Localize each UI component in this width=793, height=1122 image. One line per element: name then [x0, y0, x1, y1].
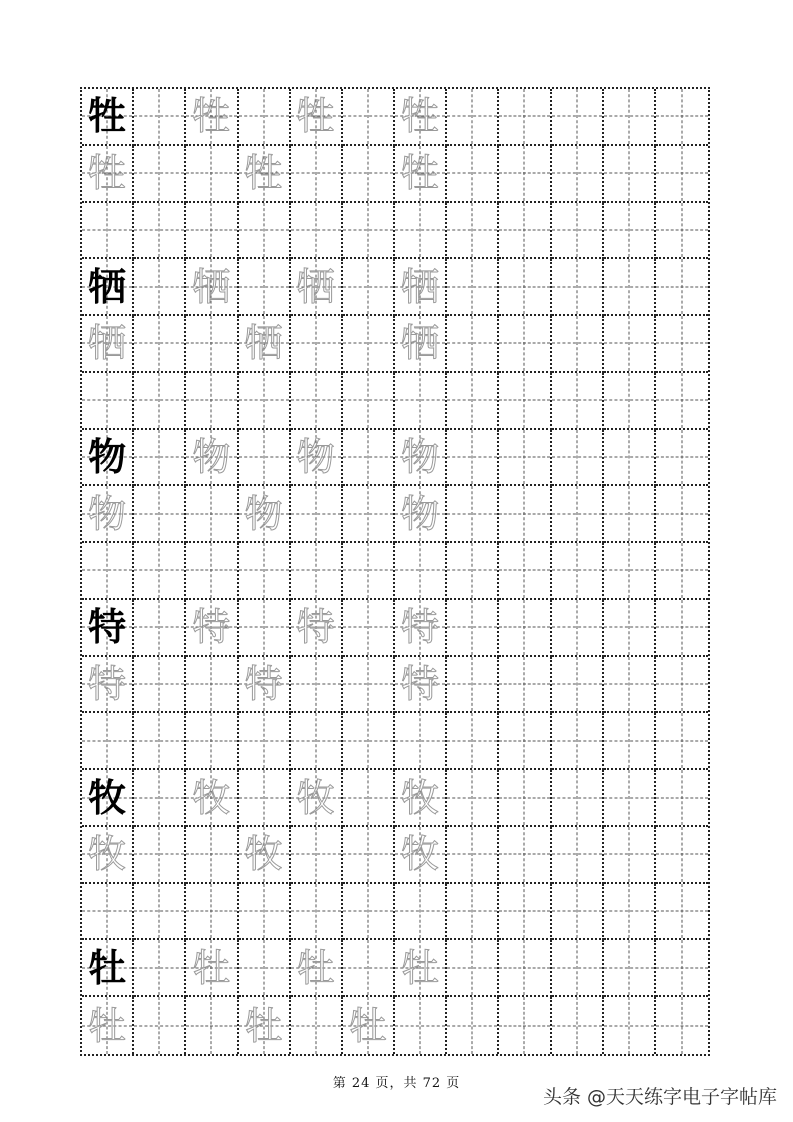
grid-cell — [82, 373, 134, 430]
grid-cell — [82, 89, 134, 146]
grid-cell — [499, 203, 551, 260]
grid-cell — [134, 486, 186, 543]
grid-cell — [395, 940, 447, 997]
grid-cell — [552, 940, 604, 997]
grid-cell — [656, 827, 708, 884]
grid-cell — [656, 89, 708, 146]
grid-cell — [291, 884, 343, 941]
trace-character: 特 — [192, 605, 231, 650]
grid-cell — [656, 997, 708, 1054]
grid-cell — [343, 827, 395, 884]
grid-cell — [186, 600, 238, 657]
trace-character: 物 — [192, 434, 231, 479]
grid-cell — [604, 997, 656, 1054]
trace-character: 物 — [401, 434, 440, 479]
model-character: 物 — [88, 433, 127, 479]
trace-character: 特 — [296, 605, 335, 650]
grid-cell — [395, 373, 447, 430]
grid-cell — [395, 827, 447, 884]
grid-cell — [447, 259, 499, 316]
grid-cell — [552, 600, 604, 657]
grid-cell — [552, 713, 604, 770]
grid-cell — [552, 997, 604, 1054]
trace-character: 牺 — [401, 321, 440, 366]
grid-cell — [604, 884, 656, 941]
grid-cell — [82, 259, 134, 316]
grid-cell — [134, 884, 186, 941]
grid-cell — [291, 543, 343, 600]
grid-cell — [552, 373, 604, 430]
grid-cell — [395, 997, 447, 1054]
trace-character: 牡 — [88, 1003, 127, 1048]
grid-cell — [499, 827, 551, 884]
model-character: 牧 — [88, 774, 127, 820]
grid-cell — [499, 997, 551, 1054]
grid-cell — [239, 203, 291, 260]
grid-cell — [656, 259, 708, 316]
grid-cell — [291, 203, 343, 260]
grid-cell — [343, 486, 395, 543]
grid-cell — [239, 89, 291, 146]
grid-cell — [134, 430, 186, 487]
trace-character: 牧 — [296, 775, 335, 820]
grid-cell — [552, 827, 604, 884]
grid-cell — [447, 600, 499, 657]
grid-cell — [239, 713, 291, 770]
grid-cell — [134, 827, 186, 884]
trace-character: 牺 — [296, 264, 335, 309]
grid-cell — [395, 486, 447, 543]
grid-cell — [552, 657, 604, 714]
grid-cell — [186, 373, 238, 430]
grid-cell — [499, 543, 551, 600]
grid-cell — [82, 486, 134, 543]
grid-cell — [499, 600, 551, 657]
trace-character: 牧 — [401, 775, 440, 820]
grid-cell — [343, 146, 395, 203]
grid-cell — [186, 316, 238, 373]
grid-cell — [447, 657, 499, 714]
grid-cell — [447, 486, 499, 543]
page-indicator: 第 24 页，共 72 页 — [332, 1076, 461, 1091]
grid-cell — [186, 203, 238, 260]
trace-character: 牲 — [244, 151, 283, 196]
grid-cell — [656, 657, 708, 714]
grid-cell — [447, 884, 499, 941]
trace-character: 特 — [401, 662, 440, 707]
grid-cell — [82, 430, 134, 487]
trace-character: 特 — [401, 605, 440, 650]
grid-cell — [239, 316, 291, 373]
grid-cell — [82, 146, 134, 203]
grid-cell — [291, 430, 343, 487]
grid-cell — [604, 373, 656, 430]
grid-cell — [134, 940, 186, 997]
grid-cell — [499, 146, 551, 203]
grid-cell — [343, 373, 395, 430]
grid-cell — [395, 713, 447, 770]
grid-cell — [82, 543, 134, 600]
grid-cell — [291, 713, 343, 770]
grid-cell — [552, 486, 604, 543]
grid-cell — [186, 430, 238, 487]
grid-cell — [447, 146, 499, 203]
grid-cell — [447, 543, 499, 600]
grid-cell — [656, 940, 708, 997]
grid-cell — [604, 657, 656, 714]
trace-character: 牡 — [192, 945, 231, 990]
model-character: 特 — [88, 604, 127, 650]
trace-character: 牺 — [88, 321, 127, 366]
grid-cell — [134, 543, 186, 600]
grid-cell — [343, 543, 395, 600]
grid-cell — [343, 600, 395, 657]
grid-cell — [134, 146, 186, 203]
grid-cell — [239, 543, 291, 600]
grid-cell — [604, 486, 656, 543]
grid-cell — [134, 600, 186, 657]
trace-character: 物 — [88, 491, 127, 536]
grid-cell — [291, 997, 343, 1054]
grid-cell — [186, 89, 238, 146]
grid-cell — [343, 657, 395, 714]
grid-cell — [82, 770, 134, 827]
grid-cell — [499, 657, 551, 714]
grid-cell — [82, 713, 134, 770]
grid-cell — [604, 827, 656, 884]
grid-cell — [656, 316, 708, 373]
grid-cell — [291, 146, 343, 203]
trace-character: 牧 — [401, 832, 440, 877]
grid-cell — [82, 884, 134, 941]
grid-cell — [395, 146, 447, 203]
grid-cell — [604, 600, 656, 657]
model-character: 牲 — [88, 93, 127, 139]
grid-cell — [395, 89, 447, 146]
grid-cell — [82, 657, 134, 714]
grid-cell — [552, 430, 604, 487]
grid-cell — [604, 770, 656, 827]
trace-character: 物 — [401, 491, 440, 536]
grid-cell — [552, 770, 604, 827]
trace-character: 牺 — [401, 264, 440, 309]
grid-cell — [499, 713, 551, 770]
grid-cell — [395, 657, 447, 714]
practice-grid — [80, 87, 710, 1056]
trace-character: 牧 — [192, 775, 231, 820]
grid-cell — [186, 997, 238, 1054]
grid-cell — [82, 600, 134, 657]
grid-cell — [239, 940, 291, 997]
grid-cell — [447, 430, 499, 487]
trace-character: 牡 — [401, 945, 440, 990]
trace-character: 牡 — [296, 945, 335, 990]
grid-cell — [552, 543, 604, 600]
grid-cell — [239, 373, 291, 430]
grid-cell — [604, 146, 656, 203]
grid-cell — [656, 770, 708, 827]
grid-cell — [604, 89, 656, 146]
grid-cell — [291, 827, 343, 884]
grid-cell — [186, 259, 238, 316]
grid-cell — [134, 203, 186, 260]
grid-cell — [239, 827, 291, 884]
grid-cell — [604, 430, 656, 487]
trace-character: 牲 — [401, 94, 440, 139]
grid-cell — [82, 997, 134, 1054]
grid-cell — [291, 259, 343, 316]
grid-cell — [447, 827, 499, 884]
grid-cell — [186, 770, 238, 827]
grid-cell — [656, 146, 708, 203]
grid-cell — [395, 770, 447, 827]
grid-cell — [656, 713, 708, 770]
grid-cell — [186, 486, 238, 543]
grid-cell — [343, 713, 395, 770]
trace-character: 牲 — [296, 94, 335, 139]
grid-cell — [291, 940, 343, 997]
model-character: 牡 — [88, 944, 127, 990]
grid-cell — [395, 430, 447, 487]
grid-cell — [552, 146, 604, 203]
grid-cell — [656, 373, 708, 430]
trace-character: 特 — [88, 662, 127, 707]
grid-cell — [499, 89, 551, 146]
grid-cell — [239, 657, 291, 714]
trace-character: 物 — [244, 491, 283, 536]
grid-cell — [604, 543, 656, 600]
grid-cell — [447, 713, 499, 770]
grid-cell — [604, 203, 656, 260]
grid-cell — [395, 203, 447, 260]
grid-cell — [395, 600, 447, 657]
grid-cell — [186, 146, 238, 203]
grid-cell — [291, 486, 343, 543]
grid-cell — [499, 259, 551, 316]
grid-cell — [291, 770, 343, 827]
grid-cell — [499, 316, 551, 373]
grid-cell — [499, 373, 551, 430]
grid-cell — [134, 316, 186, 373]
grid-cell — [447, 203, 499, 260]
grid-cell — [291, 373, 343, 430]
grid-cell — [186, 827, 238, 884]
grid-cell — [186, 884, 238, 941]
grid-cell — [134, 259, 186, 316]
grid-cell — [291, 316, 343, 373]
grid-cell — [82, 203, 134, 260]
grid-cell — [656, 486, 708, 543]
grid-cell — [239, 486, 291, 543]
grid-cell — [656, 600, 708, 657]
grid-cell — [604, 316, 656, 373]
grid-cell — [186, 657, 238, 714]
grid-cell — [395, 543, 447, 600]
grid-cell — [134, 997, 186, 1054]
grid-cell — [291, 600, 343, 657]
grid-cell — [82, 316, 134, 373]
grid-cell — [239, 146, 291, 203]
grid-cell — [343, 770, 395, 827]
trace-character: 牧 — [244, 832, 283, 877]
grid-cell — [552, 259, 604, 316]
trace-character: 牲 — [401, 151, 440, 196]
grid-cell — [186, 543, 238, 600]
grid-cell — [656, 203, 708, 260]
grid-cell — [395, 259, 447, 316]
grid-cell — [186, 713, 238, 770]
trace-character: 牺 — [192, 264, 231, 309]
grid-cell — [82, 827, 134, 884]
watermark: 头条 @天天练字电子字帖库 — [542, 1086, 777, 1108]
grid-cell — [239, 770, 291, 827]
grid-cell — [499, 884, 551, 941]
grid-cell — [656, 884, 708, 941]
grid-cell — [447, 89, 499, 146]
grid-cell — [552, 89, 604, 146]
grid-cell — [186, 940, 238, 997]
grid-cell — [343, 884, 395, 941]
grid-cell — [239, 884, 291, 941]
trace-character: 特 — [244, 662, 283, 707]
trace-character: 牲 — [192, 94, 231, 139]
grid-cell — [552, 316, 604, 373]
grid-cell — [447, 940, 499, 997]
grid-cell — [499, 940, 551, 997]
grid-cell — [343, 997, 395, 1054]
trace-character: 牲 — [88, 151, 127, 196]
grid-cell — [239, 600, 291, 657]
grid-cell — [656, 543, 708, 600]
grid-cell — [447, 770, 499, 827]
grid-cell — [499, 770, 551, 827]
grid-cell — [343, 203, 395, 260]
grid-cell — [395, 884, 447, 941]
grid-cell — [291, 657, 343, 714]
trace-character: 物 — [296, 434, 335, 479]
model-character: 牺 — [88, 263, 127, 309]
grid-cell — [604, 940, 656, 997]
grid-cell — [499, 486, 551, 543]
grid-cell — [134, 89, 186, 146]
grid-cell — [343, 430, 395, 487]
grid-cell — [447, 316, 499, 373]
grid-cell — [604, 259, 656, 316]
grid-cell — [343, 316, 395, 373]
grid-cell — [134, 373, 186, 430]
trace-character: 牧 — [88, 832, 127, 877]
grid-cell — [239, 259, 291, 316]
grid-cell — [343, 940, 395, 997]
grid-cell — [552, 884, 604, 941]
grid-cell — [656, 430, 708, 487]
grid-cell — [343, 259, 395, 316]
grid-cell — [134, 657, 186, 714]
grid-cell — [82, 940, 134, 997]
grid-cell — [134, 713, 186, 770]
grid-cell — [604, 713, 656, 770]
trace-character: 牡 — [348, 1003, 387, 1048]
grid-cell — [447, 373, 499, 430]
trace-character: 牺 — [244, 321, 283, 366]
grid-cell — [134, 770, 186, 827]
grid-cell — [447, 997, 499, 1054]
grid-cell — [343, 89, 395, 146]
grid-cell — [291, 89, 343, 146]
grid-cell — [552, 203, 604, 260]
grid-cell — [239, 997, 291, 1054]
grid-cell — [395, 316, 447, 373]
grid-cell — [499, 430, 551, 487]
trace-character: 牡 — [244, 1003, 283, 1048]
grid-cell — [239, 430, 291, 487]
